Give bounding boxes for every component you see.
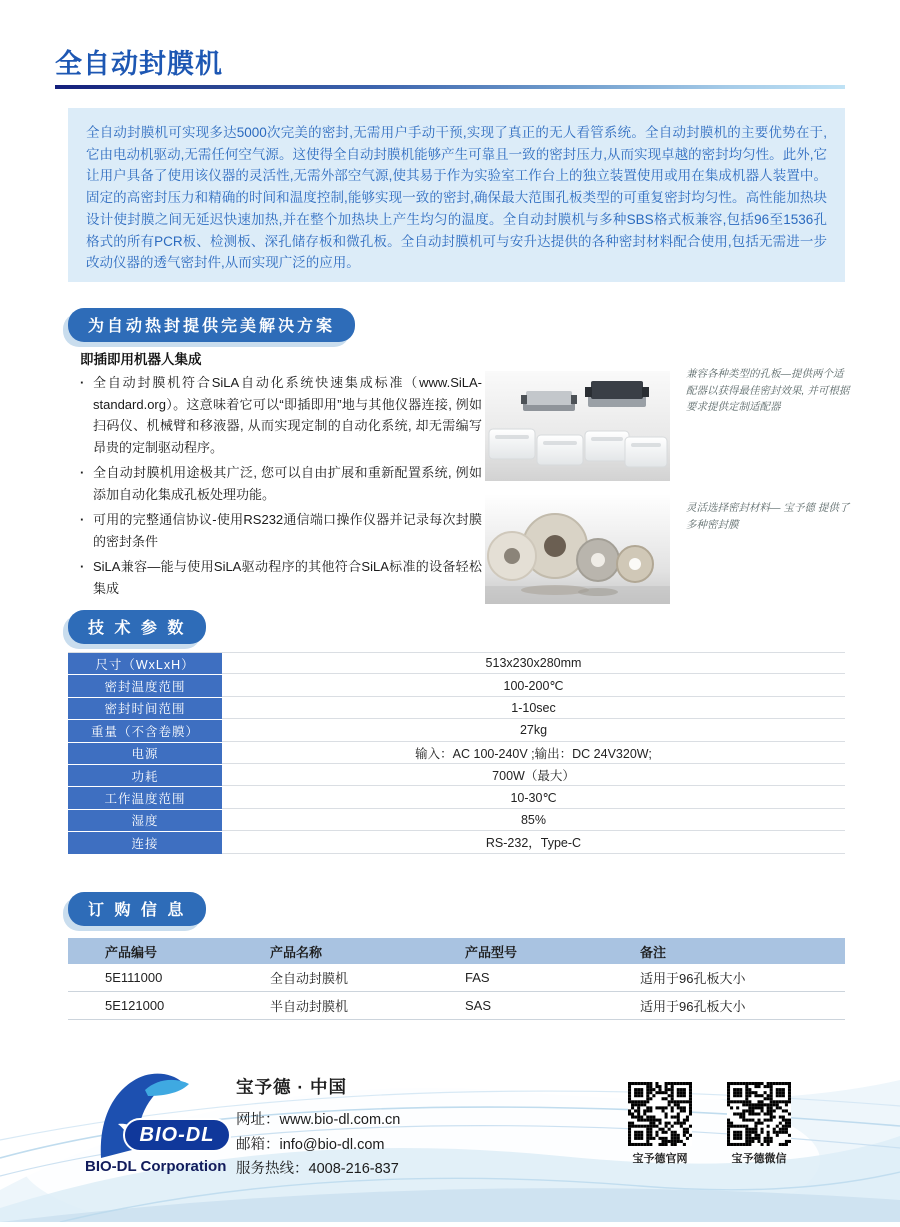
spec-row	[68, 787, 845, 808]
order-table-header	[68, 938, 845, 964]
logo-wordmark: BIO-DL	[123, 1118, 231, 1152]
logo-corporation-text: BIO-DL Corporation	[85, 1158, 227, 1175]
film-rolls-caption: 灵活选择密封材料— 宝予德 提供了多种密封膜	[686, 502, 850, 531]
order-row	[68, 964, 845, 992]
website-line: 网址：www.bio-dl.com.cn	[236, 1112, 401, 1128]
spec-label: 尺寸（WxLxH）	[68, 653, 222, 674]
company-logo	[85, 1068, 245, 1178]
spec-label: 工作温度范围	[68, 787, 222, 808]
section-badge-solution: 为自动热封提供完美解决方案	[68, 308, 355, 342]
spec-value: 100-200℃	[222, 675, 845, 696]
order-header-name: 产品名称	[270, 944, 323, 960]
spec-value: 27kg	[222, 720, 845, 741]
spec-row	[68, 653, 845, 674]
order-cell-model: FAS	[465, 970, 490, 985]
order-header-model: 产品型号	[465, 944, 518, 960]
adapters-caption: 兼容各种类型的孔板—提供两个适配器以获得最佳密封效果, 并可根据要求提供定制适配器	[686, 368, 850, 413]
order-cell-code: 5E121000	[105, 998, 165, 1013]
section-badge-ordering: 订 购 信 息	[68, 892, 206, 926]
spec-label: 连接	[68, 832, 222, 853]
bullet-item: · 全自动封膜机符合SiLA自动化系统快速集成标准（www.SiLA-standard.org）。这意味着它可以“即插即用”地与其他仪器连接, 例如扫码仪、机械臂和移液器, 从而实现定制的自动化系统, 却无需编写昂贵的定制驱动程序。	[80, 372, 482, 458]
adapters-photo	[485, 371, 670, 481]
order-header-note: 备注	[640, 944, 667, 960]
spec-row	[68, 720, 845, 741]
qr-code-wechat	[727, 1082, 791, 1146]
spec-value: 输入：AC 100-240V ;输出：DC 24V320W;	[222, 743, 845, 764]
spec-row	[68, 765, 845, 786]
qr-code-website	[628, 1082, 692, 1146]
qr-website-label: 宝予德官网	[632, 1153, 688, 1165]
spec-table	[68, 652, 845, 855]
spec-row	[68, 698, 845, 719]
bullet-item: · 全自动封膜机用途极其广泛, 您可以自由扩展和重新配置系统, 例如添加自动化集成孔板处理功能。	[80, 462, 482, 505]
intro-panel	[68, 108, 845, 282]
order-row	[68, 992, 845, 1020]
spec-value: RS-232，Type-C	[222, 832, 845, 853]
spec-label: 重量（不含卷膜）	[68, 720, 222, 741]
email-line: 邮箱：info@bio-dl.com	[236, 1136, 385, 1153]
company-name: 宝予德 · 中国	[236, 1077, 348, 1097]
spec-label: 功耗	[68, 765, 222, 786]
qr-wechat-label: 宝予德微信	[731, 1153, 787, 1165]
spec-label: 密封温度范围	[68, 675, 222, 696]
order-header-code: 产品编号	[105, 944, 158, 960]
title-underline-rule	[55, 85, 845, 89]
section-badge-specs: 技 术 参 数	[68, 610, 206, 644]
bullet-item: · 可用的完整通信协议-使用RS232通信端口操作仪器并记录每次封膜的密封条件	[80, 509, 482, 552]
spec-label: 湿度	[68, 810, 222, 831]
spec-value: 1-10sec	[222, 698, 845, 719]
spec-value: 10-30℃	[222, 787, 845, 808]
spec-row	[68, 810, 845, 831]
intro-paragraph: 全自动封膜机可实现多达5000次完美的密封,无需用户手动干预,实现了真正的无人看管系统。全自动封膜机的主要优势在于,它由电动机驱动,无需任何空气源。这使得全自动封膜机能够产生可靠且一致的密封压力,从而实现卓越的密封均匀性。此外,它让用户具备了使用该仪器的灵活性,无需外部空气源,使其易于作为实验室工作台上的独立装置使用或用在集成机器人装置中。固定的高密封压力和精确的时间和温度控制,能够实现一致的密封,确保最大范围孔板类型的可重复密封均匀性。高性能加热块设计使封膜之间无延迟快速加热,并在整个加热块上产生均匀的温度。全自动封膜机与多种SBS格式板兼容,包括96至1536孔格式的所有PCR板、检测板、深孔储存板和微孔板。全自动封膜机可与安升达提供的各种密封材料配合使用,包括无需进一步改动仪器的透气密封件,从而实现广泛的应用。	[86, 125, 827, 271]
solution-bullet-list	[80, 372, 482, 603]
spec-value: 513x230x280mm	[222, 653, 845, 674]
spec-value: 85%	[222, 810, 845, 831]
order-cell-note: 适用于96孔板大小	[640, 971, 746, 986]
spec-row	[68, 832, 845, 853]
order-cell-code: 5E111000	[105, 970, 163, 985]
film-rolls-photo	[485, 494, 670, 604]
page-title: 全自动封膜机	[55, 49, 223, 79]
spec-label: 密封时间范围	[68, 698, 222, 719]
spec-row	[68, 675, 845, 696]
solution-subtitle: 即插即用机器人集成	[80, 352, 202, 367]
spec-label: 电源	[68, 743, 222, 764]
spec-row	[68, 743, 845, 764]
order-cell-note: 适用于96孔板大小	[640, 999, 746, 1014]
order-cell-model: SAS	[465, 998, 492, 1013]
order-cell-name: 半自动封膜机	[270, 999, 349, 1014]
spec-value: 700W（最大）	[222, 765, 845, 786]
hotline-line: 服务热线：4008-216-837	[236, 1161, 399, 1177]
order-cell-name: 全自动封膜机	[270, 971, 349, 986]
contact-info	[236, 1074, 400, 1182]
bullet-item: · SiLA兼容—能与使用SiLA驱动程序的其他符合SiLA标准的设备轻松集成	[80, 556, 482, 599]
order-table	[68, 938, 845, 1020]
